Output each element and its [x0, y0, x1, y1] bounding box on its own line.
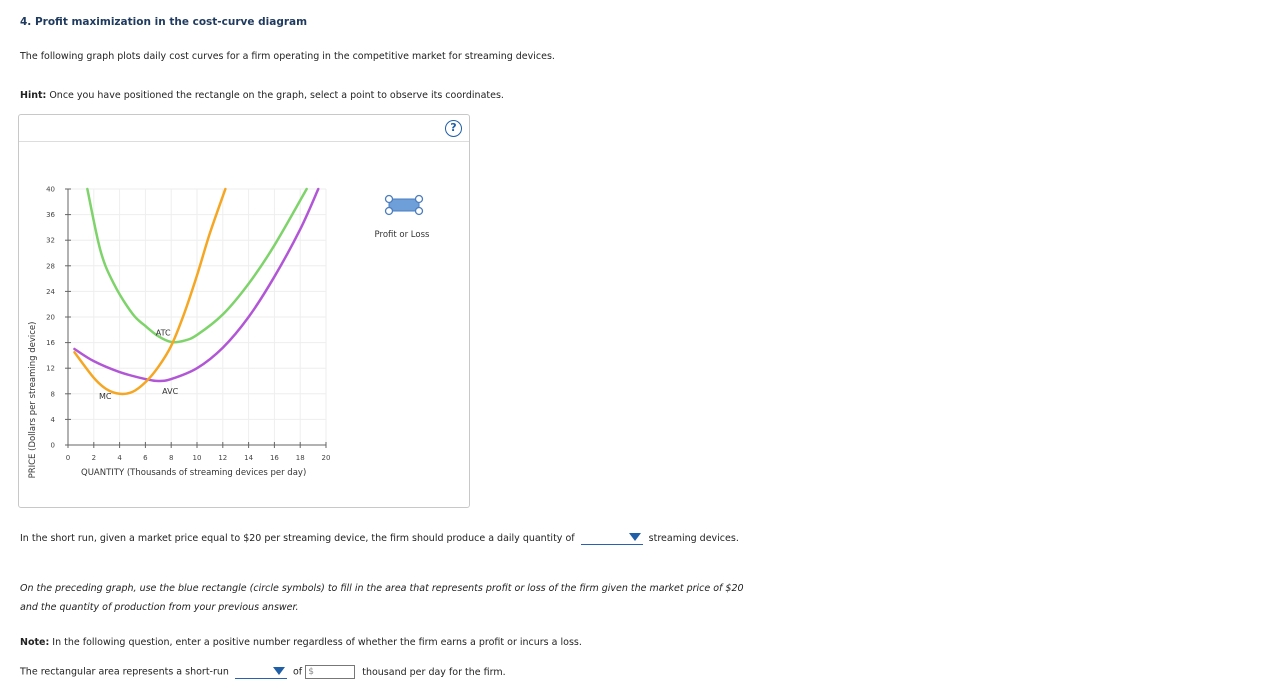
curve-label-mc: MC [98, 391, 112, 401]
q3-text-after: thousand per day for the firm. [362, 666, 506, 678]
x-tick-label: 14 [244, 454, 254, 462]
x-tick-label: 4 [117, 454, 122, 462]
x-tick-label: 10 [192, 454, 202, 462]
q1-text-after: streaming devices. [648, 533, 739, 544]
x-axis-title: QUANTITY (Thousands of streaming devices per day) [81, 468, 307, 478]
profit-loss-dropdown[interactable] [235, 666, 287, 679]
axes-layer [46, 186, 330, 463]
note-body: In the following question, enter a positive number regardless of whether the firm earns a profit or incurs a loss. [49, 637, 582, 648]
x-tick-label: 18 [295, 454, 305, 462]
cost-curve-chart [19, 115, 469, 507]
curve-label-avc: AVC [162, 386, 179, 396]
y-tick-label: 8 [50, 390, 55, 399]
y-axis-title: PRICE (Dollars per streaming device) [28, 321, 38, 479]
intro-text: The following graph plots daily cost curves for a firm operating in the competitive market for streaming devices. [20, 51, 555, 62]
y-tick-label: 20 [46, 313, 55, 322]
x-tick-label: 0 [65, 454, 71, 462]
question-title: 4. Profit maximization in the cost-curve diagram [20, 16, 308, 28]
hint-text [20, 90, 504, 101]
y-tick-label: 28 [46, 262, 55, 271]
y-tick-label: 4 [50, 415, 55, 424]
profit-loss-tool-label: Profit or Loss [374, 230, 430, 240]
q1-text-before: In the short run, given a market price equal to $20 per streaming device, the firm should produce a daily quantity of [20, 533, 575, 544]
tool-rectangle[interactable] [389, 199, 419, 211]
q3-sentence [20, 665, 506, 679]
y-tick-label: 32 [46, 236, 55, 245]
chevron-down-icon [629, 533, 641, 541]
y-tick-label: 16 [46, 339, 55, 348]
x-tick-label: 20 [321, 454, 331, 462]
question-circle-icon[interactable]: ? [445, 120, 462, 137]
y-tick-label: 12 [46, 364, 55, 373]
curve-label-atc: ATC [155, 328, 171, 338]
tool-handle-bottom-left[interactable] [386, 208, 393, 215]
y-tick-label: 24 [46, 287, 55, 296]
q3-text-of: of [292, 666, 303, 678]
grid-layer [68, 189, 326, 445]
tool-handle-top-left[interactable] [386, 196, 393, 203]
x-tick-label: 12 [218, 454, 228, 462]
hint-label: Hint: [20, 90, 47, 101]
q1-sentence [20, 532, 739, 545]
note-text [20, 637, 582, 648]
hint-body: Once you have positioned the rectangle on the graph, select a point to observe its coordinates. [46, 90, 504, 101]
y-tick-label: 0 [50, 441, 55, 450]
x-tick-label: 8 [168, 454, 174, 462]
series-line-avc [74, 189, 318, 381]
graph-panel [18, 114, 470, 508]
tool-handle-top-right[interactable] [416, 196, 423, 203]
y-tick-label: 36 [46, 211, 55, 220]
dollar-prefix: $ [308, 667, 314, 677]
amount-input[interactable] [305, 665, 355, 679]
x-tick-label: 16 [269, 454, 279, 462]
tool-handle-bottom-right[interactable] [416, 208, 423, 215]
q2-instructions: On the preceding graph, use the blue rectangle (circle symbols) to fill in the area that represents profit or loss of the firm given the market price of $20 and the quantity of production from your previous answer. [20, 583, 744, 613]
quantity-dropdown[interactable] [581, 532, 643, 545]
profit-loss-tool[interactable] [386, 196, 423, 215]
x-tick-label: 6 [143, 454, 148, 462]
chevron-down-icon [273, 667, 285, 675]
note-label: Note: [20, 637, 50, 648]
x-tick-label: 2 [91, 454, 97, 462]
q3-text-before: The rectangular area represents a short-run [20, 666, 229, 678]
y-tick-label: 40 [46, 185, 55, 194]
